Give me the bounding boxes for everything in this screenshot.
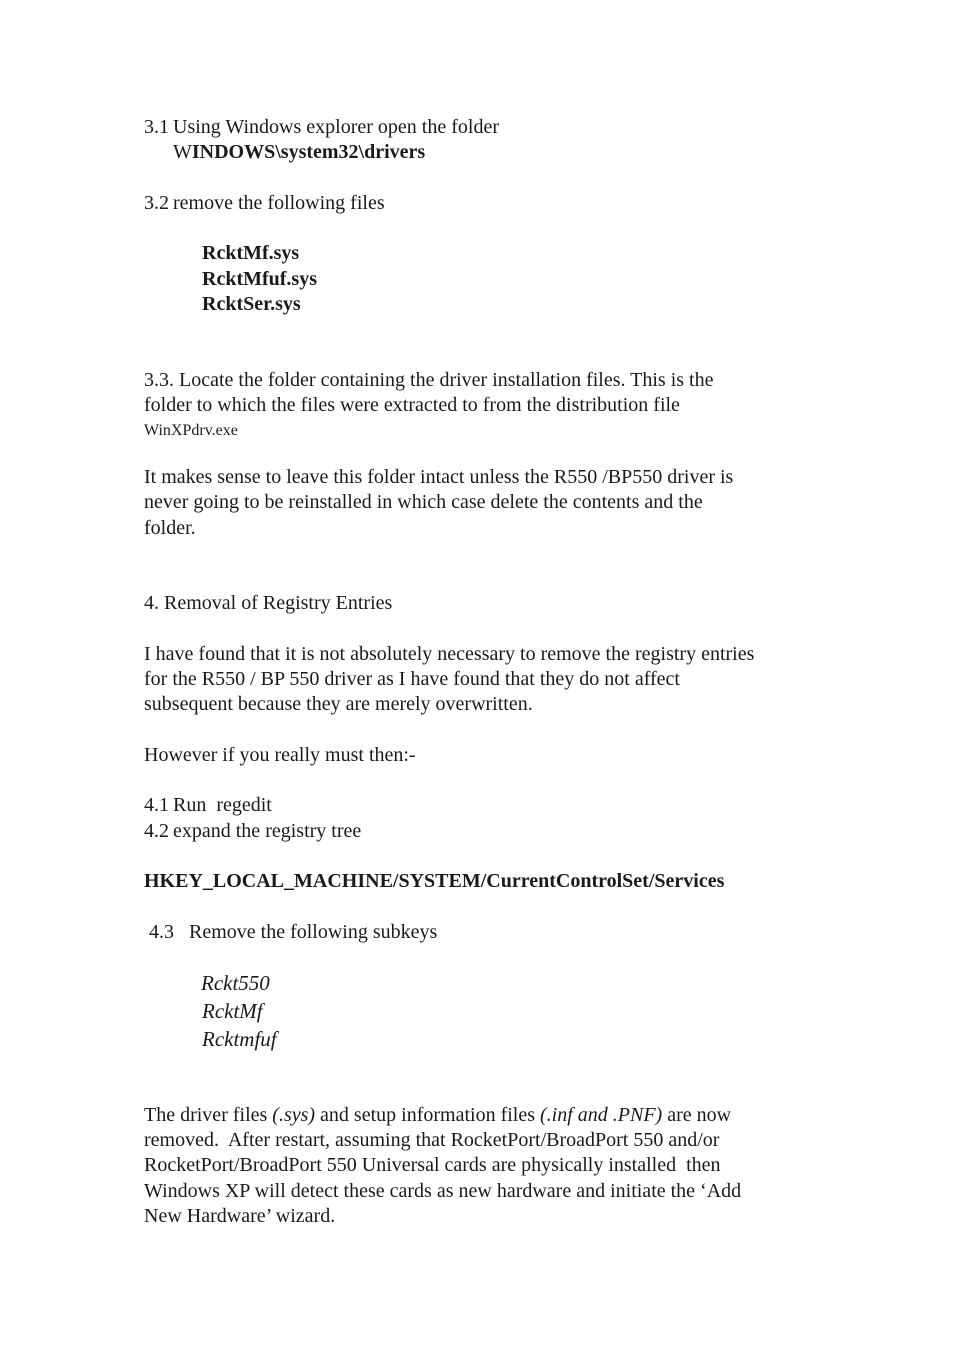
distribution-filename: WinXPdrv.exe [144, 422, 238, 439]
step-number: 4.2 [144, 820, 169, 842]
closing-line: removed. After restart, assuming that RocketPort/BroadPort 550 and/or [144, 1129, 720, 1151]
subkey-item: Rcktmfuf [202, 1027, 277, 1051]
step-4-1 [144, 793, 272, 818]
drivers-folder-path: WINDOWS\system32\drivers [173, 141, 426, 163]
step-text: Run regedit [173, 794, 272, 816]
step-3-3-line: folder to which the files were extracted to from the distribution file [144, 394, 680, 416]
paragraph-line: for the R550 / BP 550 driver as I have found that they do not affect [144, 668, 680, 690]
paragraph-line: I have found that it is not absolutely necessary to remove the registry entries [144, 643, 755, 665]
step-number: 3.2 [144, 192, 169, 214]
paragraph-line: subsequent because they are merely overwritten. [144, 693, 533, 715]
closing-line: RocketPort/BroadPort 550 Universal cards are physically installed then [144, 1154, 721, 1176]
step-3-3-line: 3.3. Locate the folder containing the driver installation files. This is the [144, 369, 714, 391]
step-3-1 [144, 115, 499, 140]
closing-line: New Hardware’ wizard. [144, 1205, 336, 1227]
step-4-3: 4.3 Remove the following subkeys [144, 921, 438, 943]
subkey-item: Rckt550 [201, 971, 270, 995]
step-number: 3.1 [144, 116, 169, 138]
subkey-item: RcktMf [202, 999, 263, 1023]
step-text: remove the following files [173, 192, 385, 214]
file-item: RcktSer.sys [202, 293, 301, 315]
paragraph-line: folder. [144, 517, 196, 539]
closing-line: The driver files (.sys) and setup information files (.inf and .PNF) are now [144, 1104, 732, 1126]
step-number: 4.1 [144, 794, 169, 816]
step-text: Using Windows explorer open the folder [173, 116, 499, 138]
step-3-2 [144, 191, 385, 216]
paragraph-line: However if you really must then:- [144, 744, 416, 766]
file-item: RcktMfuf.sys [202, 268, 317, 290]
file-item: RcktMf.sys [202, 242, 300, 264]
registry-key-path: HKEY_LOCAL_MACHINE/SYSTEM/CurrentControlSet/Services [144, 870, 725, 892]
step-text: expand the registry tree [173, 820, 362, 842]
section-heading: 4. Removal of Registry Entries [144, 592, 393, 614]
paragraph-line: never going to be reinstalled in which case delete the contents and the [144, 491, 703, 513]
paragraph-line: It makes sense to leave this folder intact unless the R550 /BP550 driver is [144, 466, 734, 488]
step-4-2 [144, 819, 361, 844]
closing-line: Windows XP will detect these cards as new hardware and initiate the ‘Add [144, 1180, 742, 1202]
